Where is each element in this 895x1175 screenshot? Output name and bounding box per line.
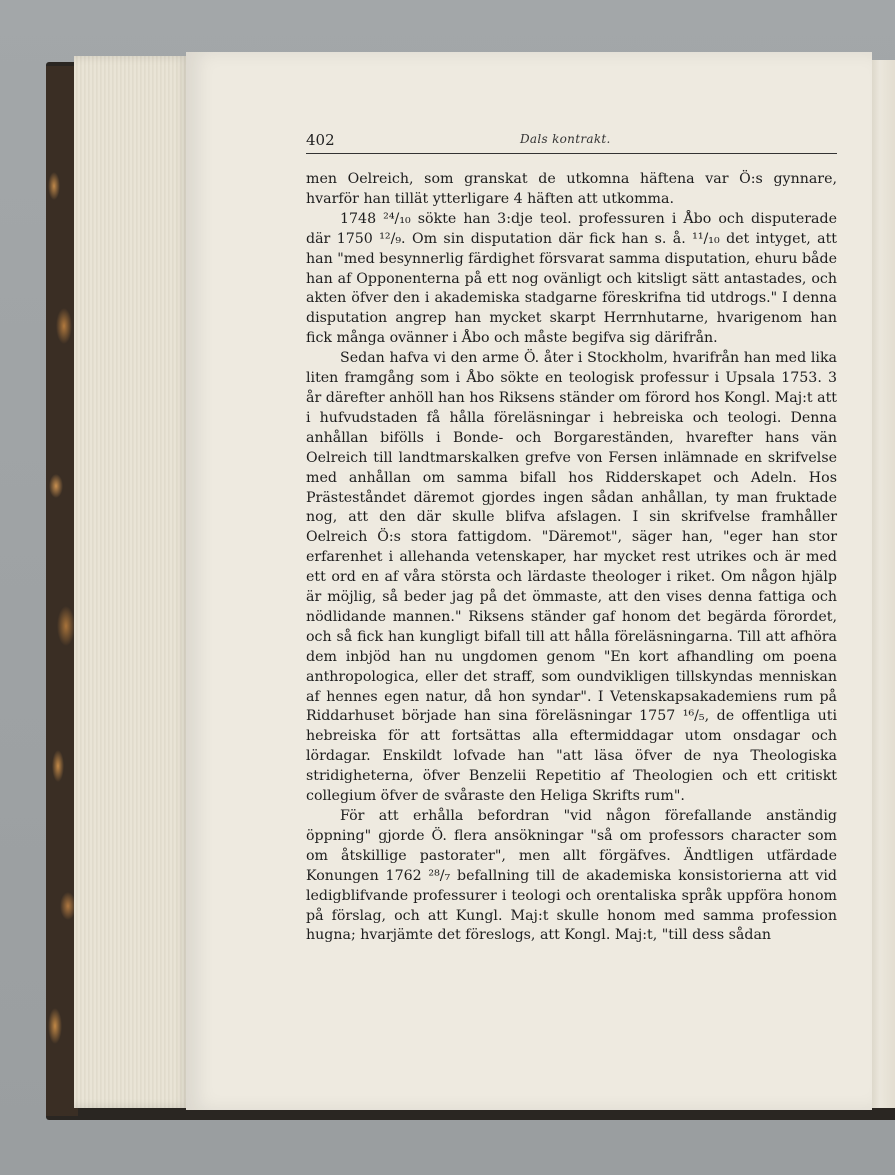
paragraph-4: För att erhålla befordran "vid någon förefallande anständig öppning" gjorde Ö. flera ansökningar "så om professors character som om åtskillige pastorater", men allt förgäfves. Ändtligen utfärdade Konungen 1762 ²⁸/₇ befallning till de akademiska konsistorierna att vid ledigblifvande professurer i teologi och orentaliska språk uppföra honom på förslag, och att Kungl. Maj:t skulle honom med samma profession hugna; hvarjämte det föreslogs, att Kongl. Maj:t, "till dess sådan — [306, 808, 837, 944]
page-stack-edges — [74, 56, 190, 1108]
running-head: Dals kontrakt. — [520, 132, 611, 146]
header-rule — [306, 153, 837, 154]
body-text — [306, 170, 837, 946]
paragraph-3: Sedan hafva vi den arme Ö. åter i Stockholm, hvarifrån han med lika liten framgång som i Åbo sökte en teologisk professur i Upsala 1753. 3 år därefter anhöll han hos Riksens ständer om förord hos Kongl. Maj:t att i hufvudstaden få hålla föreläsningar i hebreiska och teologi. Denna anhållan bifölls i Bonde- och Borgareständen, hvarefter hans vän Oelreich till landtmarskalken grefve von Fersen inlämnade en skrifvelse med anhållan om samma bifall hos Ridderskapet och Adeln. Hos Prästeståndet däremot gjordes ingen sådan anhållan, ty man fruktade nog, att den där skulle blifva afslagen. I sin skrifvelse framhåller Oelreich Ö:s stora fattigdom. "Däremot", säger han, "eger han stor erfarenhet i allehanda vetenskaper, har mycket rest utrikes och är med ett ord en af våra största och lärdaste theologer i riket. Om någon hjälp är möjlig, så beder jag på det ömmaste, att den vises denna fattiga och nödlidande mannen." Riksens ständer gaf honom det begärda förordet, och så fick han kungligt bifall till att hålla föreläsningarna. Till att afhöra dem inbjöd han nu ungdomen genom "En kort afhandling om poena anthropologica, eller det straff, som oundvikligen tillskyndas menniskan af hennes egen natur, då hon syndar". I Vetenskapsakademiens rum på Riddarhuset började han sina föreläsningar 1757 ¹⁶/₅, de offentliga uti hebreiska för att fortsättas alla eftermiddagar utom onsdagar och lördagar. Enskildt lofvade han "att läsa öfver de nya Theologiska stridigheterna, öfver Benzelii Repetitio af Theologien och ett critiskt collegium öfver de svåraste den Heliga Skrifts rum". — [306, 350, 837, 805]
paragraph-1: men Oelreich, som granskat de utkomna häftena var Ö:s gynnare, hvarför han tillät ytterligare 4 häften att utkomma. — [306, 171, 837, 207]
facing-page-edge — [868, 60, 895, 1108]
paragraph-2: 1748 ²⁴/₁₀ sökte han 3:dje teol. professuren i Åbo och disputerade där 1750 ¹²/₉. Om sin disputation där fick han s. å. ¹¹/₁₀ det intyget, att han "med besynnerlig färdighet försvarat samma disputation, ehuru både han af Opponenterna på ett nog ovänligt och kitsligt sätt antastades, och akten öfver den i akademiska stadgarne föreskrifna tid utdrogs." I denna disputation angrep han mycket skarpt Herrnhutarne, hvarigenom han fick många ovänner i Åbo och måste begifva sig därifrån. — [306, 210, 837, 347]
page-number: 402 — [306, 131, 335, 149]
